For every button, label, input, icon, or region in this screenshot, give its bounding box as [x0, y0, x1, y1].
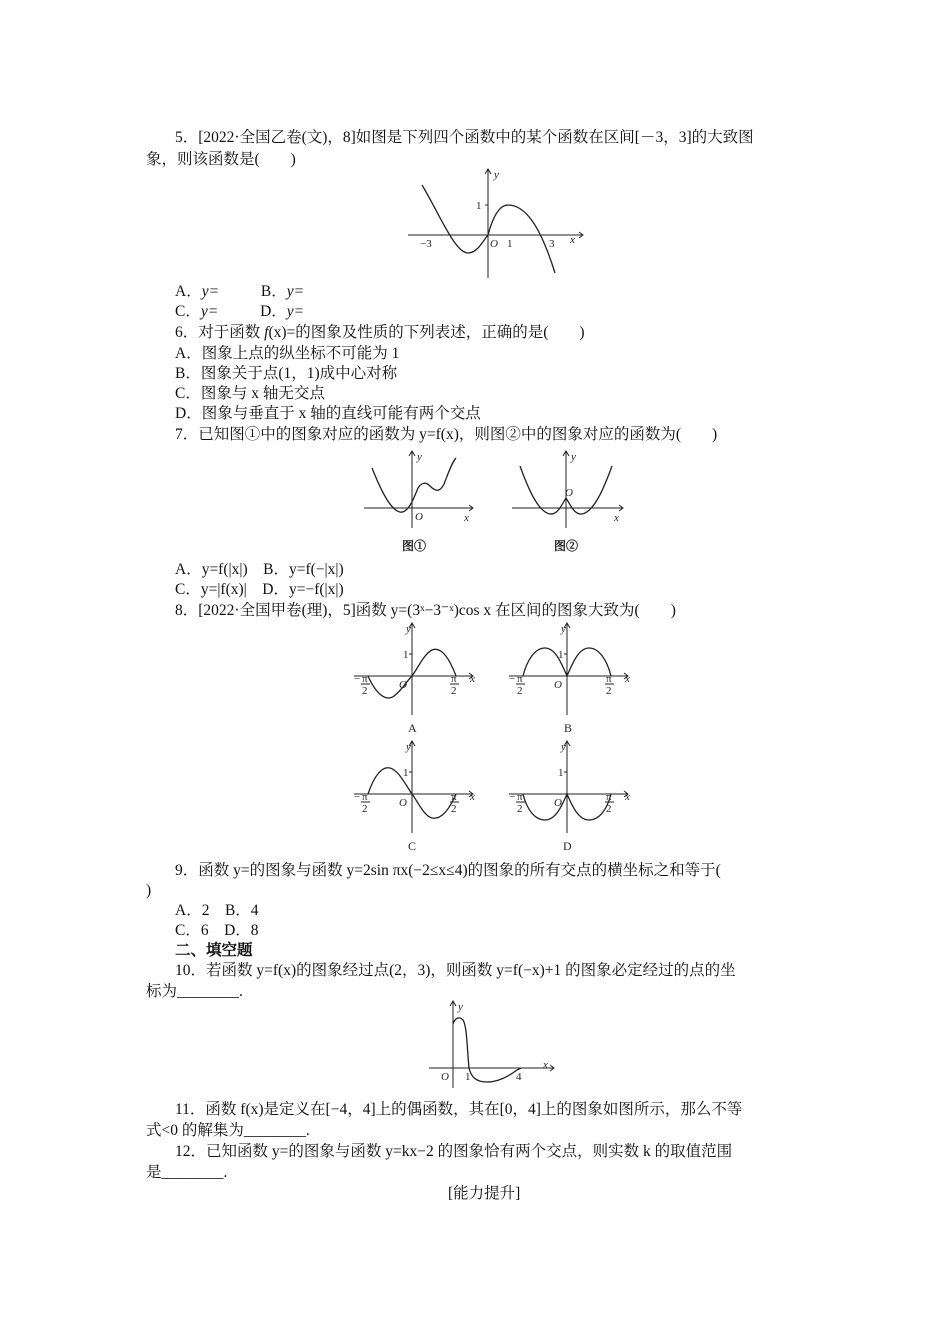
q8-label-b: B: [564, 721, 573, 735]
q11-label-four: 4: [516, 1071, 522, 1083]
q11-stem-line1: 11．函数 f(x)是定义在[−4，4]上的偶函数，其在[0，4]上的图象如图所示，那么不等: [175, 1101, 743, 1118]
svg-text:2: 2: [362, 803, 368, 815]
q7-stem: 7．已知图①中的图象对应的函数为 y=f(x)，则图②中的图象对应的函数为( ): [175, 426, 718, 443]
q7f1-label-y: y: [417, 451, 422, 463]
svg-text:y: y: [406, 623, 411, 635]
q7-figure-1: [360, 448, 480, 556]
q8-graph-b: [505, 620, 635, 738]
q8-label-d: D: [563, 839, 572, 853]
svg-text:π: π: [362, 673, 368, 685]
svg-text:2: 2: [451, 803, 457, 815]
svg-text:−: −: [354, 791, 361, 803]
q9-options-ab: A．2 B．4: [175, 902, 259, 919]
q6-stem-f: f: [264, 324, 269, 341]
svg-text:O: O: [554, 797, 562, 809]
q6-option-b: B．图象关于点(1，1)成中心对称: [175, 365, 398, 382]
q9-options-cd: C．6 D．8: [175, 922, 259, 939]
q5-option-a: A．: [175, 283, 202, 300]
q5-option-d-expr: y=: [286, 303, 305, 320]
svg-text:x: x: [625, 791, 630, 803]
q6-stem-post: =的图象及性质的下列表述，正确的是( ): [286, 324, 585, 341]
q5-option-c: C．: [175, 303, 201, 320]
q7f2-caption: 图②: [554, 539, 579, 553]
q9-stem-line2: ): [146, 882, 152, 899]
q5-option-d: D．: [260, 303, 287, 320]
q5-option-a-expr: y=: [201, 283, 220, 300]
q5-label-neg3: −3: [420, 238, 432, 250]
svg-text:π: π: [451, 791, 457, 803]
q5-label-origin: O: [490, 238, 498, 250]
svg-text:π: π: [517, 791, 523, 803]
q8-graph-a: [350, 620, 480, 738]
q7f1-caption: 图①: [402, 539, 427, 553]
section-fill-in-heading: 二、填空题: [175, 942, 253, 959]
q8-graph-d: [505, 738, 635, 856]
q7-figure-2: [508, 448, 632, 556]
q5-option-b-expr: y=: [286, 283, 305, 300]
svg-text:π: π: [517, 673, 523, 685]
q11-graph: [425, 998, 560, 1090]
q5-label-pos3: 3: [549, 238, 555, 250]
svg-text:y: y: [406, 741, 411, 753]
svg-text:O: O: [399, 679, 407, 691]
q5-options-ab: [175, 282, 304, 302]
q5-stem-line2: 象，则该函数是( ): [146, 151, 296, 168]
svg-text:y: y: [561, 623, 566, 635]
svg-text:O: O: [554, 679, 562, 691]
q5-option-b: B．: [260, 283, 287, 300]
svg-text:1: 1: [558, 767, 564, 779]
svg-text:x: x: [470, 791, 475, 803]
q6-stem-x: (x): [268, 324, 287, 341]
q5-label-one-y: 1: [476, 200, 482, 212]
q5-label-x: x: [570, 234, 575, 246]
svg-text:x: x: [625, 673, 630, 685]
q11-label-y: y: [458, 1001, 463, 1013]
q12-stem-line1: 12．已知函数 y=的图象与函数 y=kx−2 的图象恰有两个交点，则实数 k 的取值范围: [175, 1143, 733, 1160]
q6-option-c: C．图象与 x 轴无交点: [175, 385, 325, 402]
q8-stem: 8．[2022·全国甲卷(理)，5]函数 y=(3ˣ−3⁻ˣ)cos x 在区间的图象大致为( ): [175, 602, 676, 619]
q11-label-origin: O: [441, 1071, 449, 1083]
svg-text:1: 1: [558, 649, 564, 661]
q7f1-label-origin: O: [415, 511, 423, 523]
q5-label-pos1: 1: [507, 238, 513, 250]
q6-stem: [175, 323, 585, 343]
q8-graph-c: [350, 738, 480, 856]
q8-label-a: A: [408, 721, 417, 735]
q11-label-one: 1: [465, 1071, 471, 1083]
svg-text:2: 2: [362, 685, 368, 697]
svg-text:y: y: [561, 741, 566, 753]
q7f2-label-origin: O: [565, 487, 573, 499]
section-ability-heading: [能力提升]: [448, 1185, 521, 1202]
svg-text:O: O: [399, 797, 407, 809]
q5-graph: [400, 165, 590, 280]
q6-stem-pre: 6．对于函数: [175, 324, 265, 341]
svg-text:−: −: [354, 673, 361, 685]
q10-stem-line2: 标为________.: [146, 983, 243, 1000]
q11-stem-line2: 式<0 的解集为________.: [146, 1122, 310, 1139]
q7f2-label-x: x: [614, 512, 619, 524]
q7f2-label-y: y: [571, 451, 576, 463]
svg-text:2: 2: [517, 685, 523, 697]
q7f1-curve: [372, 458, 456, 512]
q7-options-cd: C．y=|f(x)| D．y=−f(|x|): [175, 581, 344, 598]
svg-text:2: 2: [451, 685, 457, 697]
q7f1-label-x: x: [464, 512, 469, 524]
svg-text:π: π: [606, 791, 612, 803]
svg-text:2: 2: [606, 685, 612, 697]
q5-label-y: y: [494, 169, 499, 181]
q11-curve: [453, 1018, 521, 1082]
q6-option-a: A．图象上点的纵坐标不可能为 1: [175, 345, 400, 362]
q12-stem-line2: 是________.: [146, 1164, 228, 1181]
svg-text:π: π: [451, 673, 457, 685]
svg-text:x: x: [470, 673, 475, 685]
svg-text:1: 1: [403, 649, 409, 661]
q9-stem-line1: 9．函数 y=的图象与函数 y=2sin πx(−2≤x≤4)的图象的所有交点的横坐标之和等于(: [175, 862, 721, 879]
q7-options-ab: A．y=f(|x|) B．y=f(−|x|): [175, 561, 344, 578]
svg-text:−: −: [509, 791, 516, 803]
svg-text:π: π: [362, 791, 368, 803]
svg-text:2: 2: [606, 803, 612, 815]
q5-option-c-expr: y=: [200, 303, 219, 320]
q5-options-cd: [175, 302, 304, 322]
q10-stem-line1: 10．若函数 y=f(x)的图象经过点(2，3)，则函数 y=f(−x)+1 的图象必定经过的点的坐: [175, 962, 736, 979]
q5-stem-line1: 5．[2022·全国乙卷(文)，8]如图是下列四个函数中的某个函数在区间[－3，3]的大致图: [175, 129, 754, 146]
svg-text:2: 2: [517, 803, 523, 815]
svg-text:1: 1: [403, 767, 409, 779]
svg-text:π: π: [606, 673, 612, 685]
q11-label-x: x: [543, 1059, 548, 1071]
q6-option-d: D．图象与垂直于 x 轴的直线可能有两个交点: [175, 405, 481, 422]
svg-text:−: −: [509, 673, 516, 685]
q8-label-c: C: [408, 839, 417, 853]
